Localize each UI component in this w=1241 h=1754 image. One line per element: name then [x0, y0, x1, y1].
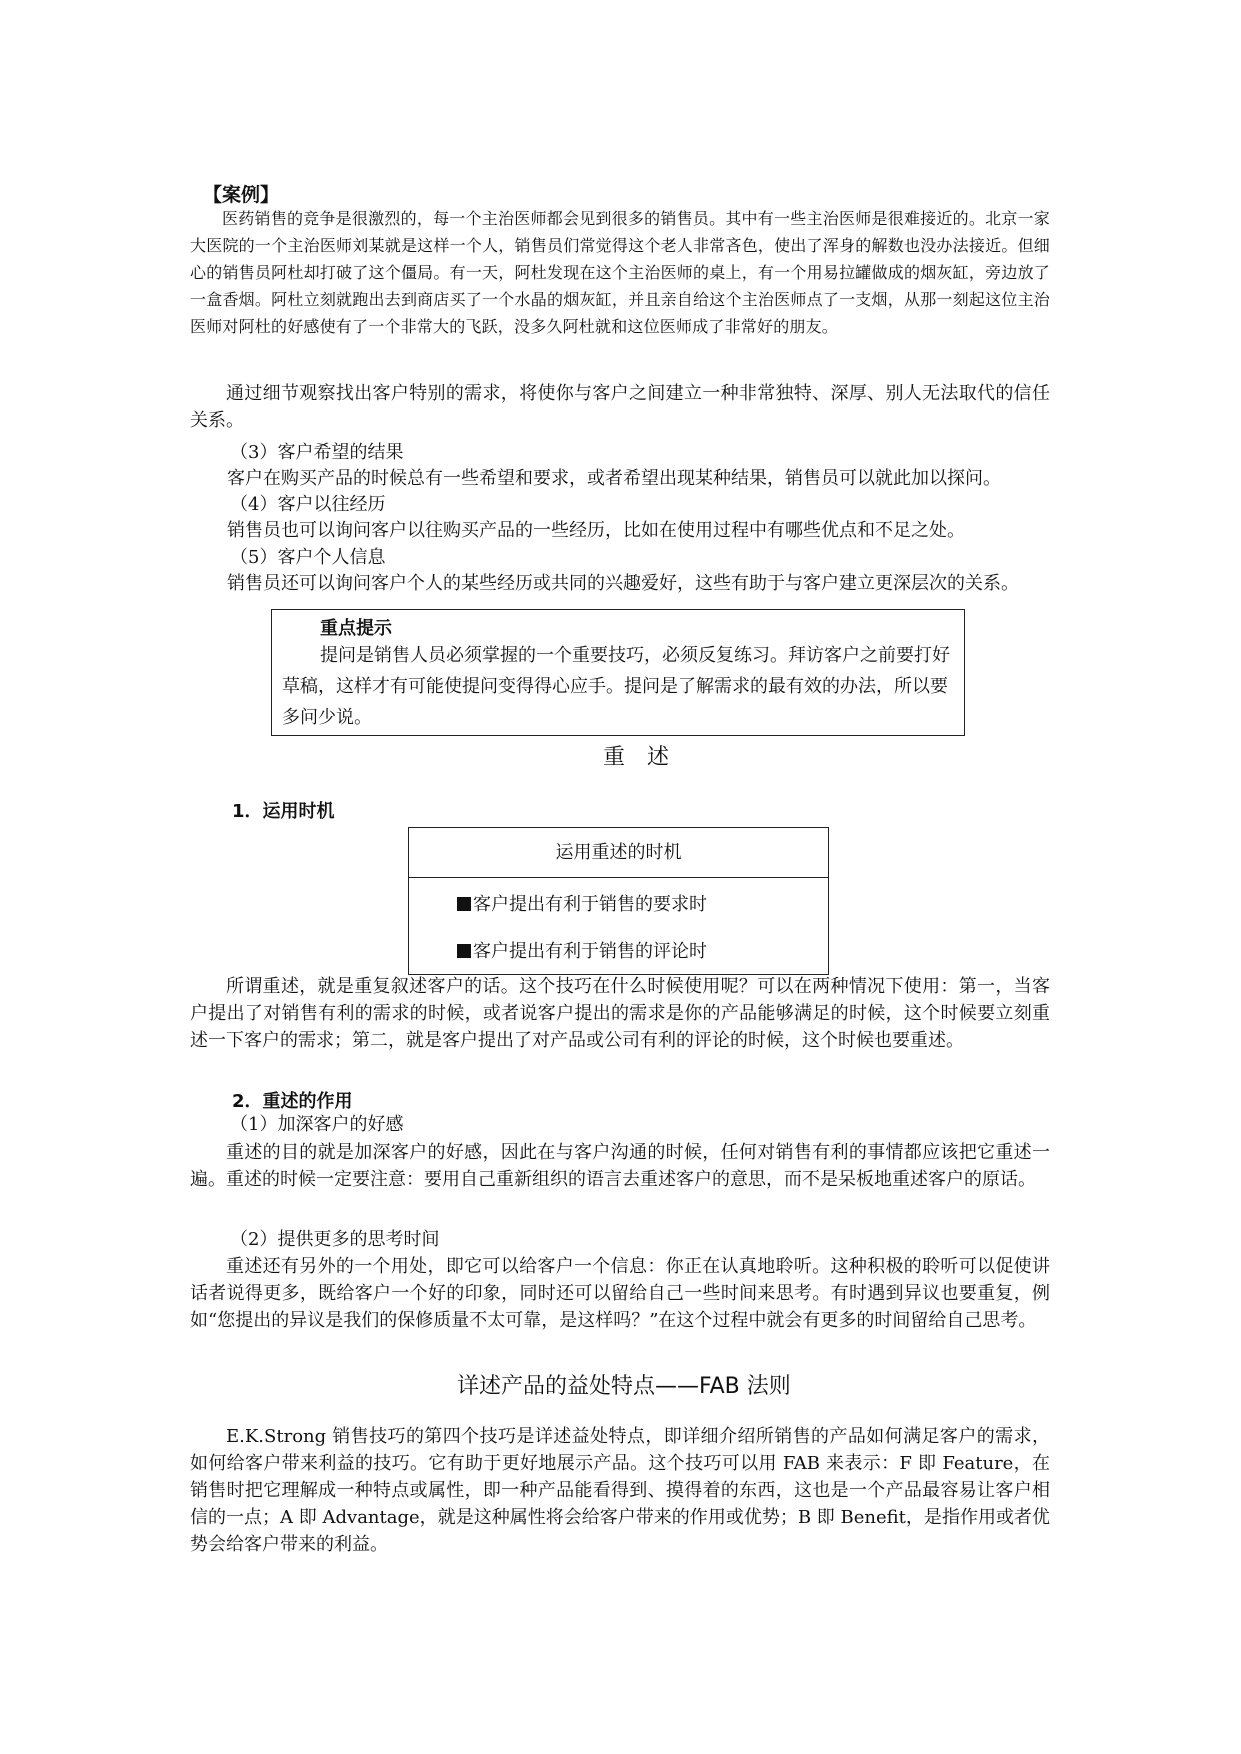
key-tip-title: 重点提示 — [320, 618, 392, 639]
effect-2-text: 重述还有另外的一个用处，即它可以给客户一个信息：你正在认真地聆听。这种积极的聆听可以促使讲话者说得更多，既给客户一个好的印象，同时还可以留给自己一些时间来思考。有时遇到异议也要重复，例如“您提出的异议是我们的保修质量不太可靠，是这样吗？”在这个过程中就会有更多的时间留给自己思考。 — [190, 1256, 1050, 1331]
key-tip-box — [271, 609, 965, 736]
subheading-restate-effect: 2．重述的作用 — [232, 1091, 353, 1112]
square-bullet-icon — [457, 944, 471, 958]
item-4-title: （4）客户以往经历 — [230, 494, 386, 515]
timing-table — [408, 827, 829, 975]
timing-table-row: 客户提出有利于销售的评论时 — [457, 937, 707, 963]
case-text: 医药销售的竞争是很激烈的，每一个主治医师都会见到很多的销售员。其中有一些主治医师是很难接近的。北京一家大医院的一个主治医师刘某就是这样一个人，销售员们常觉得这个老人非常吝色，使出了浑身的解数也没办法接近。但细心的销售员阿杜却打破了这个僵局。有一天，阿杜发现在这个主治医师的桌上，有一个用易拉罐做成的烟灰缸，旁边放了一盒香烟。阿杜立刻就跑出去到商店买了一个水晶的烟灰缸，并且亲自给这个主治医师点了一支烟，从那一刻起这位主治医师对阿杜的好感使有了一个非常大的飞跃，没多久阿杜就和这位医师成了非常好的朋友。 — [190, 209, 1050, 336]
square-bullet-icon — [457, 897, 471, 911]
item-3-text: 客户在购买产品的时候总有一些希望和要求，或者希望出现某种结果，销售员可以就此加以探问。 — [227, 468, 1001, 489]
timing-table-header: 运用重述的时机 — [409, 828, 828, 878]
case-title: 【案例】 — [203, 184, 280, 206]
restate-paragraph: 所谓重述，就是重复叙述客户的话。这个技巧在什么时候使用呢？可以在两种情况下使用：第一，当客户提出了对销售有利的需求的时候，或者说客户提出的需求是你的产品能够满足的时候，这个时候要立刻重述一下客户的需求；第二，就是客户提出了对产品或公司有利的评论的时候，这个时候也要重述。 — [190, 976, 1050, 1051]
item-4-text: 销售员也可以询问客户以往购买产品的一些经历，比如在使用过程中有哪些优点和不足之处。 — [227, 520, 965, 541]
effect-1-title: （1）加深客户的好感 — [230, 1114, 404, 1135]
timing-table-row: 客户提出有利于销售的要求时 — [457, 890, 707, 916]
effect-1-text: 重述的目的就是加深客户的好感，因此在与客户沟通的时候，任何对销售有利的事情都应该把它重述一遍。重述的时候一定要注意：要用自己重新组织的语言去重述客户的意思，而不是呆板地重述客户的原话。 — [190, 1142, 1050, 1190]
fab-paragraph: E.K.Strong 销售技巧的第四个技巧是详述益处特点，即详细介绍所销售的产品如何满足客户的需求，如何给客户带来利益的技巧。它有助于更好地展示产品。这个技巧可以用 FAB 来表示：F 即 Feature，在销售时把它理解成一种特点或属性，即一种产品能看得到、摸得着的东西，这也是一个产品最容易让客户相信的一点；A 即 Advantage，就是这种属性将会给客户带来的作用或优势；B 即 Benefit，是指作用或者优势会给客户带来的利益。 — [190, 1426, 1050, 1555]
item-3-title: （3）客户希望的结果 — [230, 442, 404, 463]
section-heading-restate: 重 述 — [603, 745, 670, 770]
intro-paragraph: 通过细节观察找出客户特别的需求，将使你与客户之间建立一种非常独特、深厚、别人无法取代的信任关系。 — [190, 383, 1050, 431]
section-heading-fab: 详述产品的益处特点——FAB 法则 — [457, 1374, 791, 1399]
effect-2-title: （2）提供更多的思考时间 — [230, 1229, 440, 1250]
item-5-text: 销售员还可以询问客户个人的某些经历或共同的兴趣爱好，这些有助于与客户建立更深层次的关系。 — [227, 573, 1019, 594]
item-5-title: （5）客户个人信息 — [230, 547, 386, 568]
key-tip-text: 提问是销售人员必须掌握的一个重要技巧，必须反复练习。拜访客户之前要打好草稿，这样才有可能使提问变得得心应手。提问是了解需求的最有效的办法，所以要多问少说。 — [282, 645, 950, 728]
subheading-timing: 1．运用时机 — [232, 801, 335, 822]
